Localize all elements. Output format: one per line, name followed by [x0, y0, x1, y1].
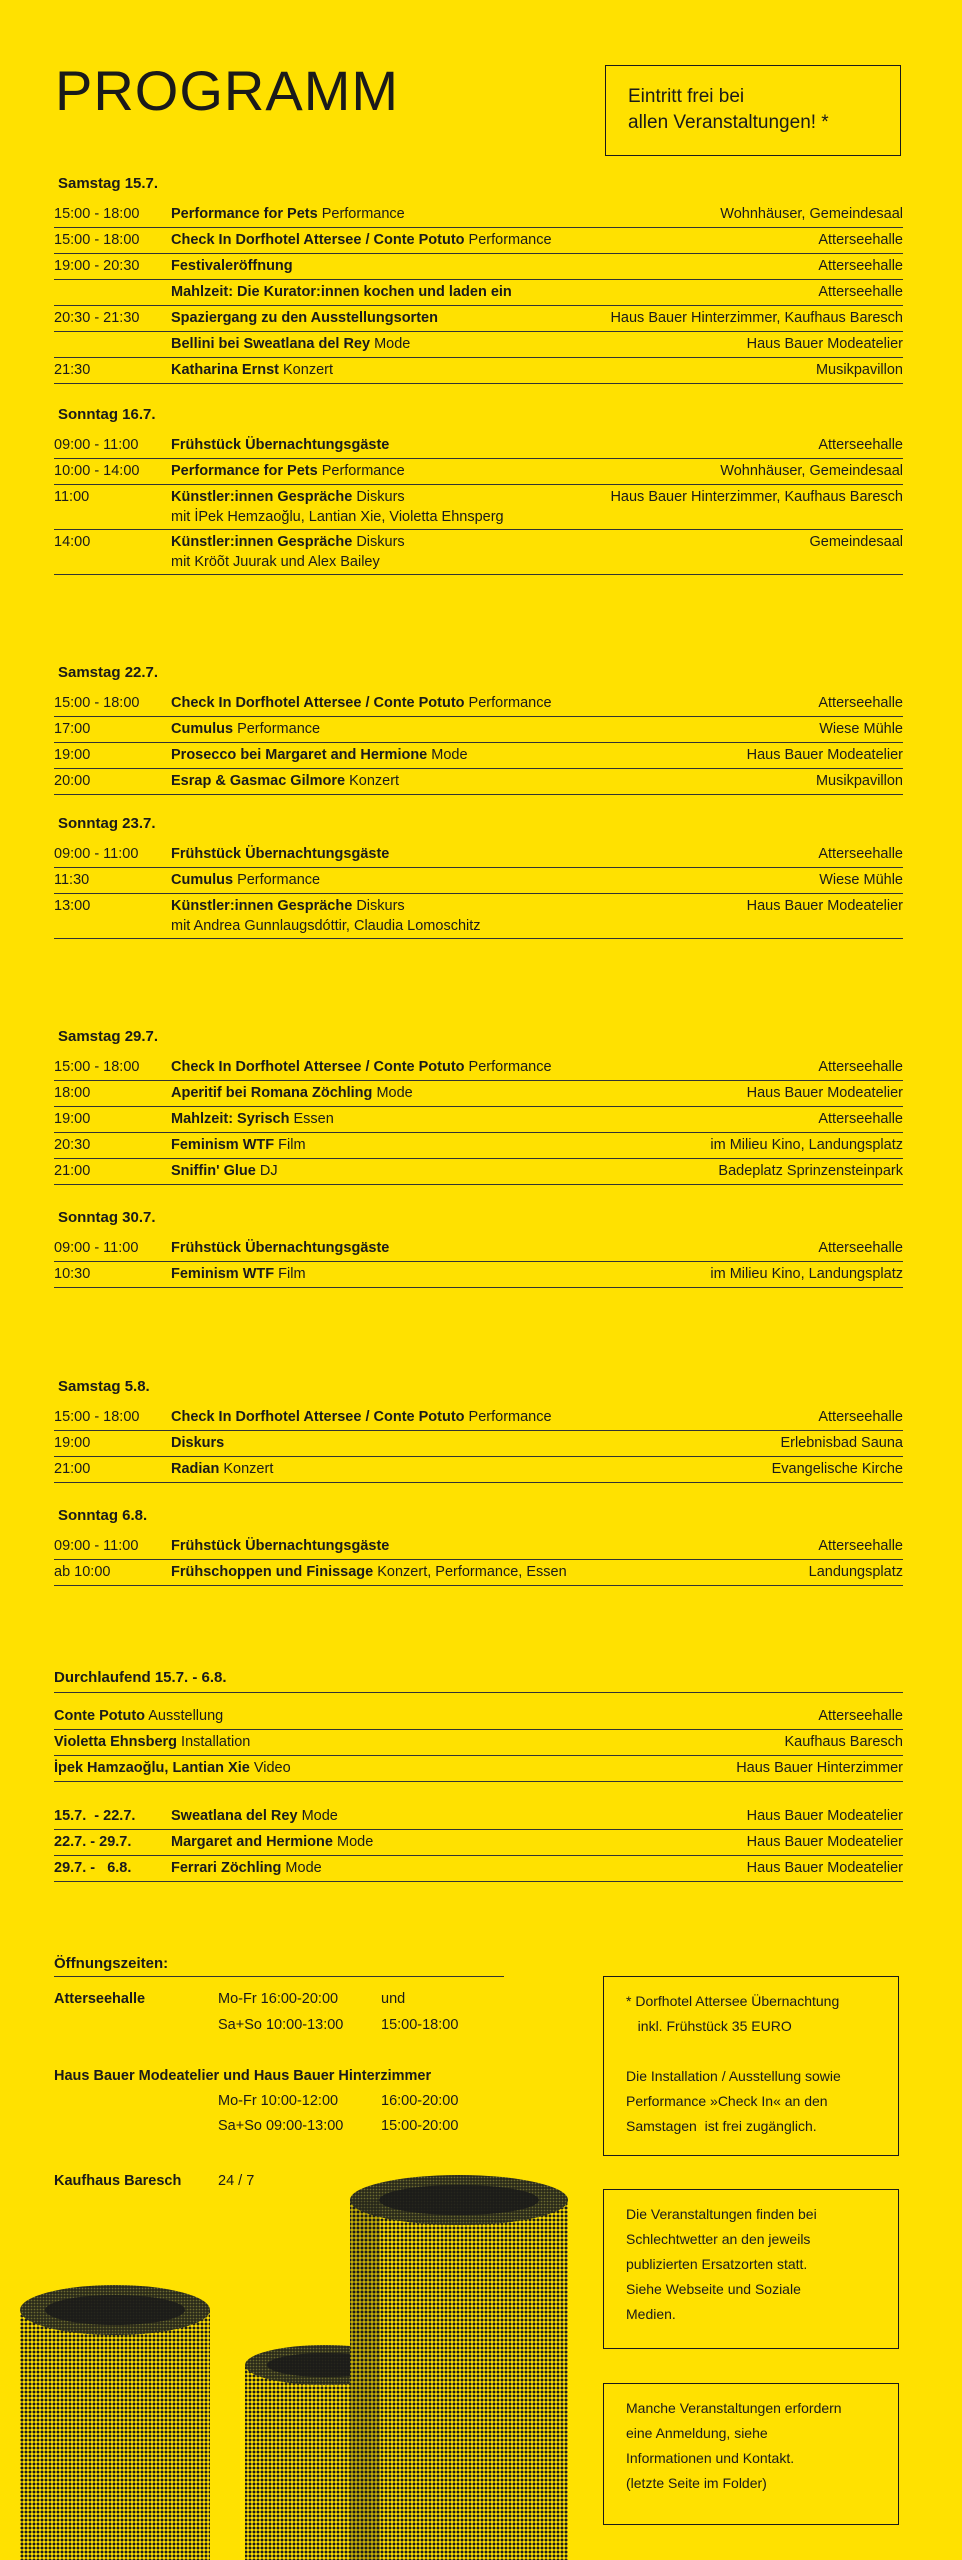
event-name: Frühstück Übernachtungsgäste [171, 1240, 390, 1256]
continuous-location: Atterseehalle [818, 1708, 903, 1724]
opening-hausbauer-r2b: 15:00-20:00 [381, 2118, 459, 2134]
continuous-divider [54, 1692, 903, 1693]
event-list [54, 1055, 903, 1185]
event-type: Performance [468, 232, 552, 248]
event-location: Badeplatz Sprinzensteinpark [718, 1163, 903, 1179]
event-time: ab 10:00 [54, 1564, 111, 1580]
event-name: Check In Dorfhotel Attersee / Conte Potuto [171, 1059, 465, 1075]
event-location: Wohnhäuser, Gemeindesaal [720, 463, 903, 479]
event-list [54, 691, 903, 795]
hotel-note-line: Samstagen ist frei zugänglich. [626, 2118, 817, 2134]
event-type: Performance [321, 206, 405, 222]
continuous-type: Ausstellung [148, 1708, 224, 1724]
tubes-illustration [0, 2170, 600, 2560]
period-list [54, 1804, 903, 1882]
period-dates: 22.7. - 29.7. [54, 1834, 132, 1850]
event-participants: mit Kröõt Juurak und Alex Bailey [171, 554, 380, 570]
event-row [54, 332, 903, 358]
event-list [54, 1405, 903, 1483]
event-location: Atterseehalle [818, 258, 903, 274]
event-location: Haus Bauer Hinterzimmer, Kaufhaus Baresch [610, 310, 903, 326]
event-time: 09:00 - 11:00 [54, 437, 139, 453]
period-location: Haus Bauer Modeatelier [746, 1860, 903, 1876]
event-row [54, 1405, 903, 1431]
event-name: Katharina Ernst [171, 362, 279, 378]
event-type: Film [278, 1266, 306, 1282]
event-row [54, 202, 903, 228]
continuous-name: İpek Hamzaoğlu, Lantian Xie [54, 1760, 250, 1776]
event-location: Atterseehalle [818, 232, 903, 248]
continuous-row [54, 1730, 903, 1756]
event-time: 19:00 [54, 1111, 91, 1127]
registration-note-line: eine Anmeldung, siehe [626, 2425, 768, 2441]
event-time: 21:30 [54, 362, 91, 378]
event-row [54, 228, 903, 254]
event-row [54, 1133, 903, 1159]
event-type: Konzert [283, 362, 333, 378]
event-list [54, 1534, 903, 1586]
event-time: 20:00 [54, 773, 91, 789]
event-row [54, 1107, 903, 1133]
opening-atterseehalle-r1b: und [381, 1991, 406, 2007]
event-name: Mahlzeit: Die Kurator:innen kochen und laden ein [171, 284, 512, 300]
event-time: 10:00 - 14:00 [54, 463, 140, 479]
event-name: Sniffin' Glue [171, 1163, 256, 1179]
event-location: Gemeindesaal [809, 534, 903, 550]
event-name: Frühstück Übernachtungsgäste [171, 846, 390, 862]
opening-atterseehalle-r1a: Mo-Fr 16:00-20:00 [218, 1991, 339, 2007]
hotel-note-line: inkl. Frühstück 35 EURO [626, 2018, 792, 2034]
event-row [54, 1055, 903, 1081]
event-type: Mode [376, 1085, 413, 1101]
event-row [54, 842, 903, 868]
event-time: 09:00 - 11:00 [54, 1240, 139, 1256]
event-location: Wiese Mühle [819, 721, 903, 737]
event-type: Konzert, Performance, Essen [377, 1564, 567, 1580]
event-participants: mit Andrea Gunnlaugsdóttir, Claudia Lomoschitz [171, 918, 481, 934]
event-time: 15:00 - 18:00 [54, 695, 140, 711]
day-label: Sonntag 16.7. [58, 406, 156, 423]
event-type: Diskurs [356, 534, 405, 550]
event-title [171, 691, 903, 716]
event-type: Performance [468, 1059, 552, 1075]
event-location: im Milieu Kino, Landungsplatz [710, 1137, 903, 1153]
event-name: Check In Dorfhotel Attersee / Conte Potuto [171, 232, 465, 248]
event-time: 15:00 - 18:00 [54, 206, 140, 222]
event-name: Feminism WTF [171, 1137, 275, 1153]
event-location: Landungsplatz [808, 1564, 903, 1580]
event-time: 09:00 - 11:00 [54, 1538, 139, 1554]
event-location: Atterseehalle [818, 1111, 903, 1127]
event-name: Cumulus [171, 721, 234, 737]
hotel-note-line: Die Installation / Ausstellung sowie [626, 2068, 841, 2084]
event-location: Wiese Mühle [819, 872, 903, 888]
event-name: Künstler:innen Gespräche [171, 898, 353, 914]
event-row [54, 1457, 903, 1483]
event-row [54, 1560, 903, 1586]
event-location: Atterseehalle [818, 695, 903, 711]
event-row [54, 769, 903, 795]
event-time: 11:30 [54, 872, 90, 888]
period-dates: 29.7. - 6.8. [54, 1860, 132, 1876]
day-label: Samstag 29.7. [58, 1028, 159, 1045]
event-row [54, 280, 903, 306]
tube-left-icon [20, 2285, 210, 2560]
event-row [54, 868, 903, 894]
day-label: Samstag 5.8. [58, 1378, 150, 1395]
event-type: Mode [374, 336, 411, 352]
opening-hours-heading: Öffnungszeiten: [54, 1955, 169, 1972]
event-location: Atterseehalle [818, 1240, 903, 1256]
period-row [54, 1856, 903, 1882]
event-name: Aperitif bei Romana Zöchling [171, 1085, 373, 1101]
hotel-note-line: * Dorfhotel Attersee Übernachtung [626, 1993, 840, 2009]
day-label: Samstag 22.7. [58, 664, 159, 681]
hotel-note-line: Performance »Check In« an den [626, 2093, 828, 2109]
event-name: Mahlzeit: Syrisch [171, 1111, 290, 1127]
registration-note-line: Informationen und Kontakt. [626, 2450, 795, 2466]
period-name: Ferrari Zöchling [171, 1860, 282, 1876]
continuous-row [54, 1756, 903, 1782]
period-name: Sweatlana del Rey [171, 1808, 298, 1824]
day-label: Samstag 15.7. [58, 175, 159, 192]
event-location: Erlebnisbad Sauna [780, 1435, 903, 1451]
event-row [54, 358, 903, 384]
period-type: Mode [285, 1860, 322, 1876]
event-type: Konzert [223, 1461, 274, 1477]
event-title [171, 254, 903, 279]
weather-note-line: Siehe Webseite und Soziale [626, 2281, 801, 2297]
free-entry-box [605, 65, 901, 156]
event-time: 14:00 [54, 534, 91, 550]
event-row [54, 1262, 903, 1288]
event-time: 09:00 - 11:00 [54, 846, 139, 862]
event-location: Atterseehalle [818, 437, 903, 453]
event-name: Künstler:innen Gespräche [171, 534, 353, 550]
event-time: 15:00 - 18:00 [54, 1409, 140, 1425]
event-title [171, 769, 903, 794]
event-title [171, 1405, 903, 1430]
continuous-name: Conte Potuto [54, 1708, 146, 1724]
period-dates: 15.7. - 22.7. [54, 1808, 136, 1824]
opening-atterseehalle-name: Atterseehalle [54, 1991, 146, 2007]
event-title [171, 1236, 903, 1261]
event-location: Haus Bauer Modeatelier [746, 1085, 903, 1101]
period-type: Mode [301, 1808, 338, 1824]
event-name: Frühstück Übernachtungsgäste [171, 437, 390, 453]
event-name: Bellini bei Sweatlana del Rey [171, 336, 371, 352]
event-name: Cumulus [171, 872, 234, 888]
opening-hausbauer-r2a: Sa+So 09:00-13:00 [218, 2118, 344, 2134]
event-type: Performance [237, 721, 321, 737]
event-type: Film [278, 1137, 306, 1153]
event-title [171, 842, 903, 867]
registration-note-box [603, 2383, 899, 2525]
event-location: im Milieu Kino, Landungsplatz [710, 1266, 903, 1282]
event-row [54, 306, 903, 332]
event-row [54, 254, 903, 280]
event-title [171, 358, 903, 383]
event-title [171, 1534, 903, 1559]
weather-note-line: publizierten Ersatzorten statt. [626, 2256, 808, 2272]
event-type: Performance [237, 872, 321, 888]
event-name: Künstler:innen Gespräche [171, 489, 353, 505]
event-participants: mit İPek Hemzaoğlu, Lantian Xie, Violetta Ehnsperg [171, 509, 504, 525]
day-label: Sonntag 23.7. [58, 815, 156, 832]
event-type: DJ [259, 1163, 278, 1179]
event-row [54, 485, 903, 530]
free-entry-line-2: allen Veranstaltungen! * [628, 112, 829, 133]
period-name: Margaret and Hermione [171, 1834, 333, 1850]
continuous-type: Video [253, 1760, 291, 1776]
event-list [54, 842, 903, 939]
event-title [171, 717, 903, 742]
event-row [54, 743, 903, 769]
hotel-note-box [603, 1976, 899, 2156]
event-row [54, 1236, 903, 1262]
event-row [54, 894, 903, 939]
event-row [54, 1431, 903, 1457]
day-label: Sonntag 30.7. [58, 1209, 156, 1226]
event-title [171, 228, 903, 253]
event-time: 18:00 [54, 1085, 91, 1101]
free-entry-line-1: Eintritt frei bei [628, 86, 745, 107]
event-location: Atterseehalle [818, 1409, 903, 1425]
weather-note-box [603, 2189, 899, 2349]
event-time: 20:30 [54, 1137, 91, 1153]
event-type: Performance [468, 1409, 552, 1425]
weather-note-line: Die Veranstaltungen finden bei [626, 2206, 817, 2222]
event-row [54, 530, 903, 575]
event-name: Radian [171, 1461, 220, 1477]
page-title: PROGRAMM [55, 59, 399, 122]
event-type: Performance [321, 463, 405, 479]
event-list [54, 433, 903, 575]
opening-atterseehalle-r2b: 15:00-18:00 [381, 2017, 459, 2033]
event-location: Haus Bauer Modeatelier [746, 898, 903, 914]
continuous-type: Installation [181, 1734, 251, 1750]
opening-hausbauer-r1a: Mo-Fr 10:00-12:00 [218, 2093, 339, 2109]
registration-note-line: Manche Veranstaltungen erfordern [626, 2400, 842, 2416]
event-row [54, 1534, 903, 1560]
event-time: 10:30 [54, 1266, 91, 1282]
event-row [54, 1159, 903, 1185]
opening-kaufhaus-hours: 24 / 7 [218, 2173, 255, 2189]
event-location: Atterseehalle [818, 1059, 903, 1075]
event-name: Frühschoppen und Finissage [171, 1564, 374, 1580]
event-title [171, 1560, 903, 1585]
event-location: Evangelische Kirche [771, 1461, 903, 1477]
event-name: Check In Dorfhotel Attersee / Conte Potuto [171, 695, 465, 711]
event-location: Musikpavillon [815, 773, 903, 789]
event-row [54, 717, 903, 743]
registration-note-line: (letzte Seite im Folder) [626, 2475, 767, 2491]
weather-note-line: Schlechtwetter an den jeweils [626, 2231, 811, 2247]
event-type: Diskurs [356, 489, 405, 505]
event-type: Essen [293, 1111, 334, 1127]
hotel-note-line [626, 2039, 876, 2064]
event-location: Haus Bauer Modeatelier [746, 747, 903, 763]
event-location: Atterseehalle [818, 846, 903, 862]
event-time: 17:00 [54, 721, 91, 737]
opening-atterseehalle-r2a: Sa+So 10:00-13:00 [218, 2017, 344, 2033]
continuous-heading: Durchlaufend 15.7. - 6.8. [54, 1669, 227, 1686]
event-row [54, 691, 903, 717]
event-list [54, 202, 903, 384]
event-name: Performance for Pets [171, 463, 318, 479]
event-time: 19:00 [54, 747, 91, 763]
event-location: Haus Bauer Modeatelier [746, 336, 903, 352]
tube-right-icon [350, 2175, 568, 2560]
opening-hausbauer-r1b: 16:00-20:00 [381, 2093, 459, 2109]
period-location: Haus Bauer Modeatelier [746, 1808, 903, 1824]
period-row [54, 1830, 903, 1856]
event-title [171, 868, 903, 893]
event-time: 19:00 - 20:30 [54, 258, 140, 274]
event-location: Musikpavillon [815, 362, 903, 378]
event-type: Performance [468, 695, 552, 711]
continuous-location: Haus Bauer Hinterzimmer [736, 1760, 903, 1776]
event-name: Performance for Pets [171, 206, 318, 222]
continuous-title [54, 1730, 903, 1755]
event-name: Festivaleröffnung [171, 258, 293, 274]
event-time: 15:00 - 18:00 [54, 1059, 140, 1075]
event-type: Diskurs [356, 898, 405, 914]
event-time: 19:00 [54, 1435, 91, 1451]
opening-kaufhaus-name: Kaufhaus Baresch [54, 2173, 182, 2189]
weather-note-line: Medien. [626, 2306, 676, 2322]
event-row [54, 1081, 903, 1107]
opening-hausbauer-name: Haus Bauer Modeatelier und Haus Bauer Hinterzimmer [54, 2068, 432, 2084]
event-type: Mode [431, 747, 468, 763]
event-time: 15:00 - 18:00 [54, 232, 140, 248]
period-location: Haus Bauer Modeatelier [746, 1834, 903, 1850]
event-title [171, 1055, 903, 1080]
event-type: Konzert [349, 773, 400, 789]
event-name: Prosecco bei Margaret and Hermione [171, 747, 428, 763]
continuous-row [54, 1704, 903, 1730]
event-time: 11:00 [54, 489, 90, 505]
day-label: Sonntag 6.8. [58, 1507, 148, 1524]
event-location: Atterseehalle [818, 284, 903, 300]
event-title [171, 280, 903, 305]
period-type: Mode [337, 1834, 374, 1850]
event-title [171, 1107, 903, 1132]
event-name: Feminism WTF [171, 1266, 275, 1282]
continuous-location: Kaufhaus Baresch [784, 1734, 903, 1750]
event-time: 20:30 - 21:30 [54, 310, 140, 326]
event-name: Check In Dorfhotel Attersee / Conte Potuto [171, 1409, 465, 1425]
event-location: Atterseehalle [818, 1538, 903, 1554]
event-name: Esrap & Gasmac Gilmore [171, 773, 346, 789]
event-row [54, 433, 903, 459]
event-title [171, 433, 903, 458]
event-location: Wohnhäuser, Gemeindesaal [720, 206, 903, 222]
event-name: Frühstück Übernachtungsgäste [171, 1538, 390, 1554]
event-list [54, 1236, 903, 1288]
event-time: 21:00 [54, 1163, 91, 1179]
event-name: Diskurs [171, 1435, 225, 1451]
continuous-title [54, 1704, 903, 1729]
event-name: Spaziergang zu den Ausstellungsorten [171, 310, 438, 326]
event-row [54, 459, 903, 485]
continuous-list [54, 1704, 903, 1782]
event-time: 13:00 [54, 898, 91, 914]
event-time: 21:00 [54, 1461, 91, 1477]
event-location: Haus Bauer Hinterzimmer, Kaufhaus Baresch [610, 489, 903, 505]
continuous-name: Violetta Ehnsberg [54, 1734, 178, 1750]
period-row [54, 1804, 903, 1830]
opening-hours-divider [54, 1976, 504, 1977]
